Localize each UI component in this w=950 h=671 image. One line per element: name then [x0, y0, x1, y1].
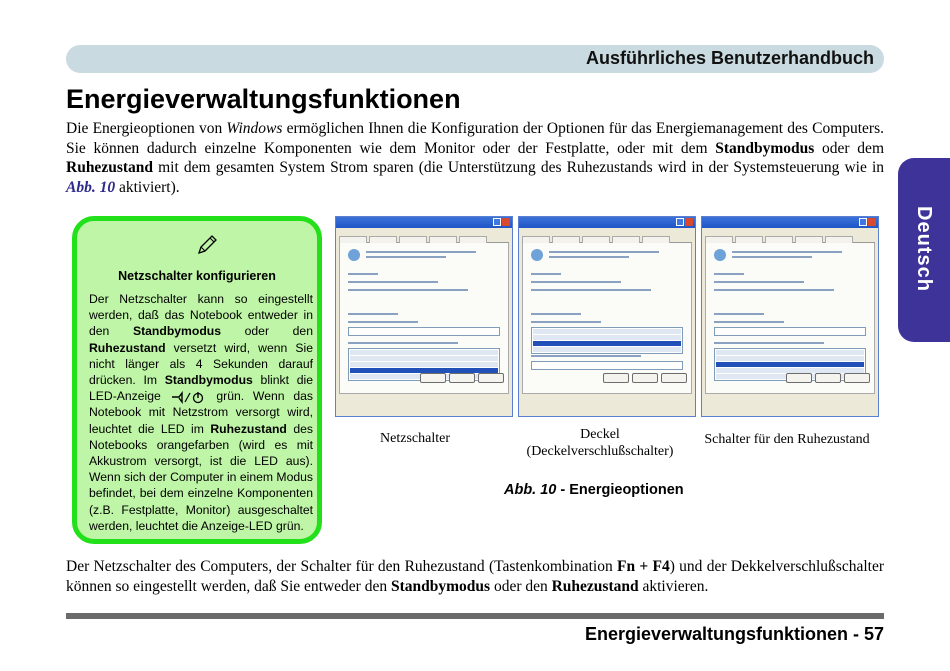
dialog-tabs: [705, 232, 875, 243]
note-bold: Ruhezustand: [210, 421, 287, 436]
close-icon: [685, 218, 693, 226]
window-titlebar: [336, 217, 512, 228]
language-tab-label: Deutsch: [913, 206, 935, 292]
dialog-tabs: [522, 232, 692, 243]
note-text: versetzt wird, wenn Sie nicht länger als 4 Sekunden darauf drücken. Im: [89, 340, 313, 388]
header-title: Ausführliches Benutzerhandbuch: [585, 48, 874, 68]
note-text: grün. Wenn das Notebook mit Netzstrom versorgt wird, leuchtet die LED im: [89, 389, 313, 436]
note-body: [89, 291, 313, 534]
header-bar: [66, 45, 884, 73]
language-tab: [898, 158, 950, 342]
note-bold: Standbymodus: [132, 324, 221, 339]
intro-standby: Standbymodus: [715, 139, 815, 157]
intro-text: mit dem gesamten System Strom sparen (die Unterstützung des Ruhezustands wird in der Systemsteuerung wie in: [153, 159, 884, 176]
outro-text: Der Netzschalter des Computers, der Schalter für den Ruhezustand (Tastenkombination: [66, 558, 617, 575]
page-title: Energieverwaltungsfunktionen: [66, 84, 461, 114]
figure-reference-link[interactable]: Abb. 10: [66, 178, 116, 196]
outro-paragraph: [66, 557, 884, 596]
note-text: oder den: [221, 324, 313, 339]
intro-ruhe: Ruhezustand: [66, 159, 153, 176]
outro-keys: Fn + F4: [616, 558, 670, 575]
note-box: [72, 216, 322, 544]
close-icon: [868, 218, 876, 226]
figure-number: Abb. 10: [504, 482, 557, 498]
intro-text: ermöglichen Ihnen die Konfiguration der Optionen für das Energiemanagement des Computers. Sie können dadurch einzelne Komponenten wie dem Monitor oder der Festplatte, oder mit dem: [66, 120, 885, 157]
outro-standby: Standbymodus: [390, 577, 491, 595]
caption-line: Netzschalter: [380, 431, 450, 446]
outro-ruhe: Ruhezustand: [551, 577, 639, 595]
battery-icon: [348, 249, 360, 261]
note-title: Netzschalter konfigurieren: [118, 269, 276, 283]
battery-icon: [714, 249, 726, 261]
intro-windows: Windows: [226, 120, 283, 137]
dialog-panel: [705, 243, 875, 394]
dialog-panel: [339, 243, 509, 394]
note-text: des Notebooks orangefarben (wird es mit Akkustrom versorgt, ist die LED aus). Wenn sich der Computer in einem Modus befindet, bei dem einzelne Komponenten (z.B. Festplatte, Monitor) ausgeschaltet werden, leuchtet die Anzeige-LED grün.: [89, 421, 313, 533]
figure-caption: [504, 482, 684, 498]
dialog-tabs: [339, 232, 509, 243]
screenshot-netzschalter: [335, 216, 513, 417]
intro-text: aktiviert).: [115, 178, 180, 196]
close-icon: [502, 218, 510, 226]
note-bold: Ruhezustand: [89, 340, 166, 355]
note-text: blinkt die LED-Anzeige: [89, 373, 313, 404]
figure-caption-text: - Energieoptionen: [556, 482, 684, 498]
caption-deckel: [510, 426, 690, 460]
caption-line: Schalter für den Ruhezustand: [704, 432, 870, 447]
pencil-icon: [195, 233, 219, 257]
window-titlebar: [519, 217, 695, 228]
dialog-panel: [522, 243, 692, 394]
battery-icon: [531, 249, 543, 261]
screenshot-ruhezustand: [701, 216, 879, 417]
note-bold: Standbymodus: [164, 373, 253, 388]
caption-line: Deckel: [580, 427, 620, 442]
caption-netzschalter: [360, 430, 470, 447]
power-led-icon: [170, 391, 208, 404]
outro-text: ) und der Dekkelverschlußschalter können so eingestellt werden, daß Sie entweder den: [66, 558, 884, 595]
outro-text: oder den: [490, 577, 552, 595]
note-text: Der Netzschalter kann so eingestellt werden, daß das Notebook entweder in den: [89, 292, 313, 339]
caption-line: (Deckelverschlußschalter): [526, 444, 674, 459]
intro-text: Die Energieoptionen von: [66, 120, 227, 137]
caption-ruhezustand: [694, 431, 880, 448]
outro-text: aktivieren.: [638, 577, 709, 595]
intro-paragraph: [66, 119, 884, 197]
footer-rule: [66, 613, 884, 619]
screenshot-deckel: [518, 216, 696, 417]
window-titlebar: [702, 217, 878, 228]
footer-title: Energieverwaltungsfunktionen - 57: [584, 624, 884, 644]
intro-text: oder dem: [814, 139, 884, 157]
